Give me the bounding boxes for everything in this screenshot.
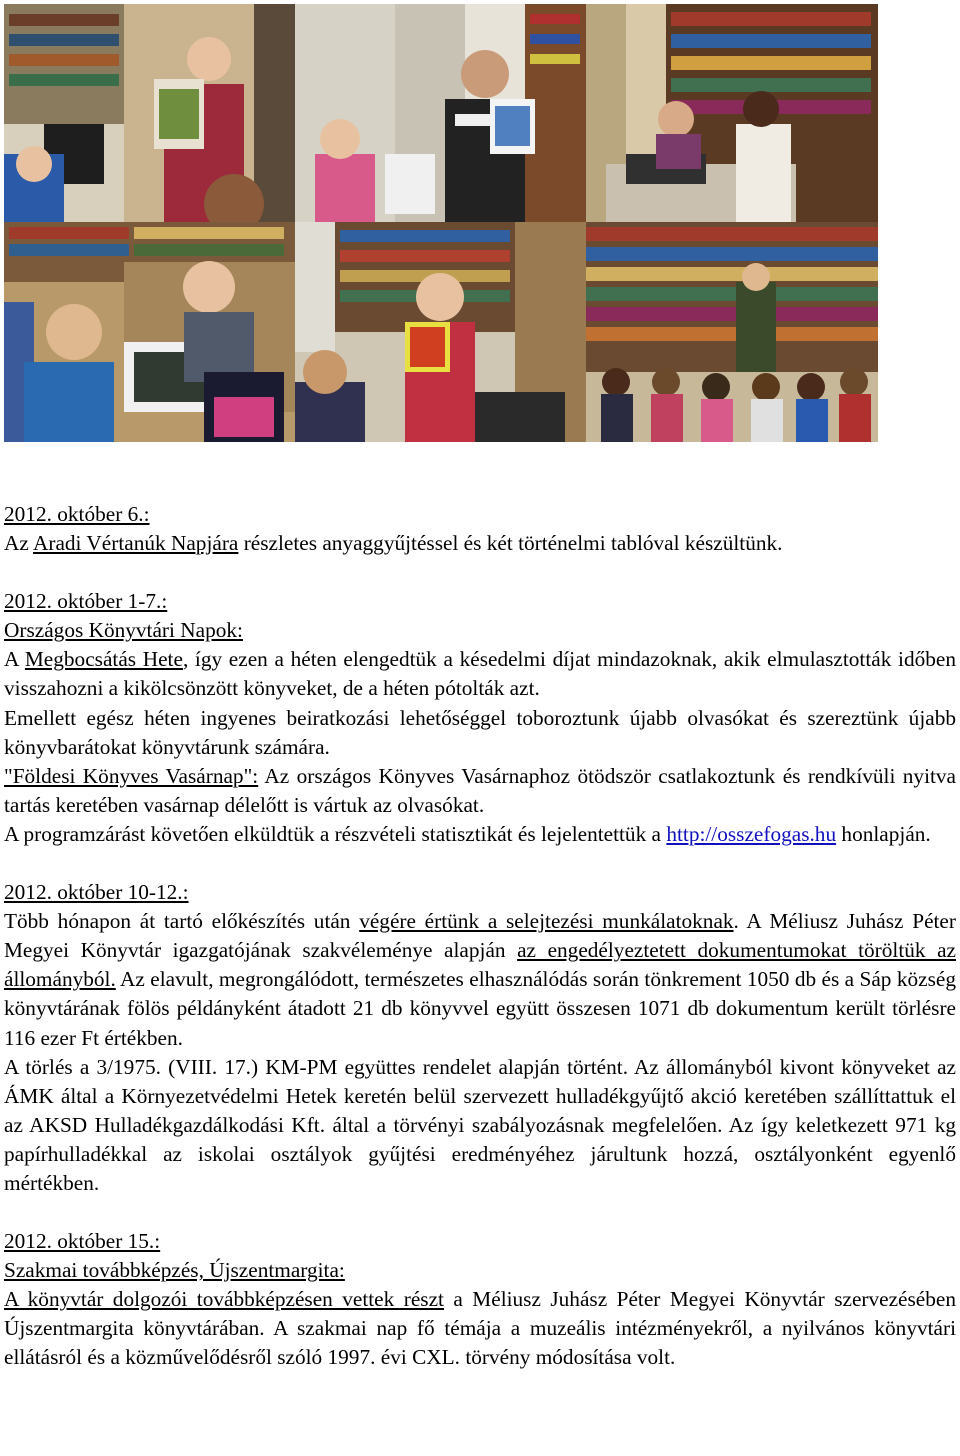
- text: A programzárást követően elküldtük a részvételi statisztikát és lejelentettük a: [4, 821, 667, 846]
- section-title: Szakmai továbbképzés, Újszentmargita:: [4, 1258, 345, 1283]
- text: . A Méliusz Juhász Péter Megyei Könyvtár igazgatójának szakvéleménye alapján: [4, 909, 956, 963]
- text: A: [4, 647, 25, 672]
- section-date: 2012. október 15.:: [4, 1229, 161, 1254]
- girl-showing-book-photo: [4, 4, 295, 222]
- paragraph: Emellett egész héten ingyenes beiratkozási lehetőséggel toboroztunk újabb olvasókat és szereztünk újabb könyvbarátokat könyvtárunk számára.: [4, 705, 956, 759]
- text: a Méliusz Juhász Péter Megyei Könyvtár szervezésében Újszentmargita könyvtárában. A szakmai nap fő témája a muzeális intézményekről, a nyilvános könyvtári ellátásról és a közművelődésről szóló 1997. évi CXL. törvény módosítása volt.: [4, 1287, 956, 1370]
- selejtezes-link[interactable]: végére értünk a selejtezési munkálatoknak: [359, 909, 734, 934]
- photo-collage: [4, 4, 878, 442]
- aradi-vertanuk-link[interactable]: Aradi Vértanúk Napjára: [32, 531, 239, 556]
- text: Az elavult, megrongálódott, természetes elhasználódás során tönkrement 1050 db és a Sáp község könyvtárának fölös példányként átadott 21 db könyvvel együtt összesen 1071 db dokumentum került törlésre 116 ezer Ft értékben.: [4, 967, 956, 1050]
- girl-holding-book-photo: [295, 222, 586, 442]
- section-date: 2012. október 1-7.:: [4, 589, 168, 614]
- library-desk-photo: [586, 4, 878, 222]
- text: Több hónapon át tartó előkészítés után: [4, 909, 360, 934]
- text: Az országos Könyves Vasárnaphoz ötödször csatlakoztunk és rendkívüli nyitva tartás keretében vasárnap délelőtt is vártuk az olvasókat.: [4, 763, 956, 817]
- spacer: [4, 849, 956, 878]
- konyves-vasarnap-link[interactable]: "Földesi Könyves Vasárnap":: [4, 763, 259, 788]
- tovabbkepzes-link[interactable]: A könyvtár dolgozói továbbképzésen vettek részt: [4, 1287, 444, 1312]
- children-group-library-photo: [586, 222, 878, 442]
- text: , így ezen a héten elengedtük a késedelmi díjat mindazoknak, akik elmulasztották időben visszahozni a kikölcsönzött könyveket, de a héten pótolták azt.: [4, 647, 957, 701]
- engedelyeztetett-link[interactable]: az engedélyeztetett dokumentumokat töröltük az állományból.: [4, 938, 956, 992]
- section-date: 2012. október 10-12.:: [4, 880, 189, 905]
- document-body: [4, 500, 956, 1373]
- spacer: [4, 558, 956, 587]
- text: Az: [4, 531, 33, 556]
- text: honlapján.: [836, 821, 931, 846]
- paragraph: A törlés a 3/1975. (VIII. 17.) KM-PM együttes rendelet alapján történt. Az állományból kivont könyveket az ÁMK által a Környezetvédelmi Hetek keretén belül szervezett hulladékgyűjtő akció keretében szállíttattuk el az AKSD Hulladékgazdálkodási Kft. által a törvényi szabályozásnak megfelelően. Az így keletkezett 971 kg papírhulladékkal az iskolai osztályok gyűjtési eredményéhez járultunk hozzá, osztályonként egyenlő mértékben.: [4, 1054, 956, 1195]
- osszefogas-url-link[interactable]: http://osszefogas.hu: [666, 821, 837, 846]
- section-title: Országos Könyvtári Napok:: [4, 618, 243, 643]
- girls-with-book-photo: [295, 4, 586, 222]
- section-date: 2012. október 6.:: [4, 502, 150, 526]
- text: részletes anyaggyűjtéssel és két történelmi tablóval készültünk.: [238, 531, 783, 556]
- spacer: [4, 1198, 956, 1227]
- megbocsatas-hete-link[interactable]: Megbocsátás Hete: [24, 647, 183, 672]
- boys-reading-photo: [4, 222, 295, 442]
